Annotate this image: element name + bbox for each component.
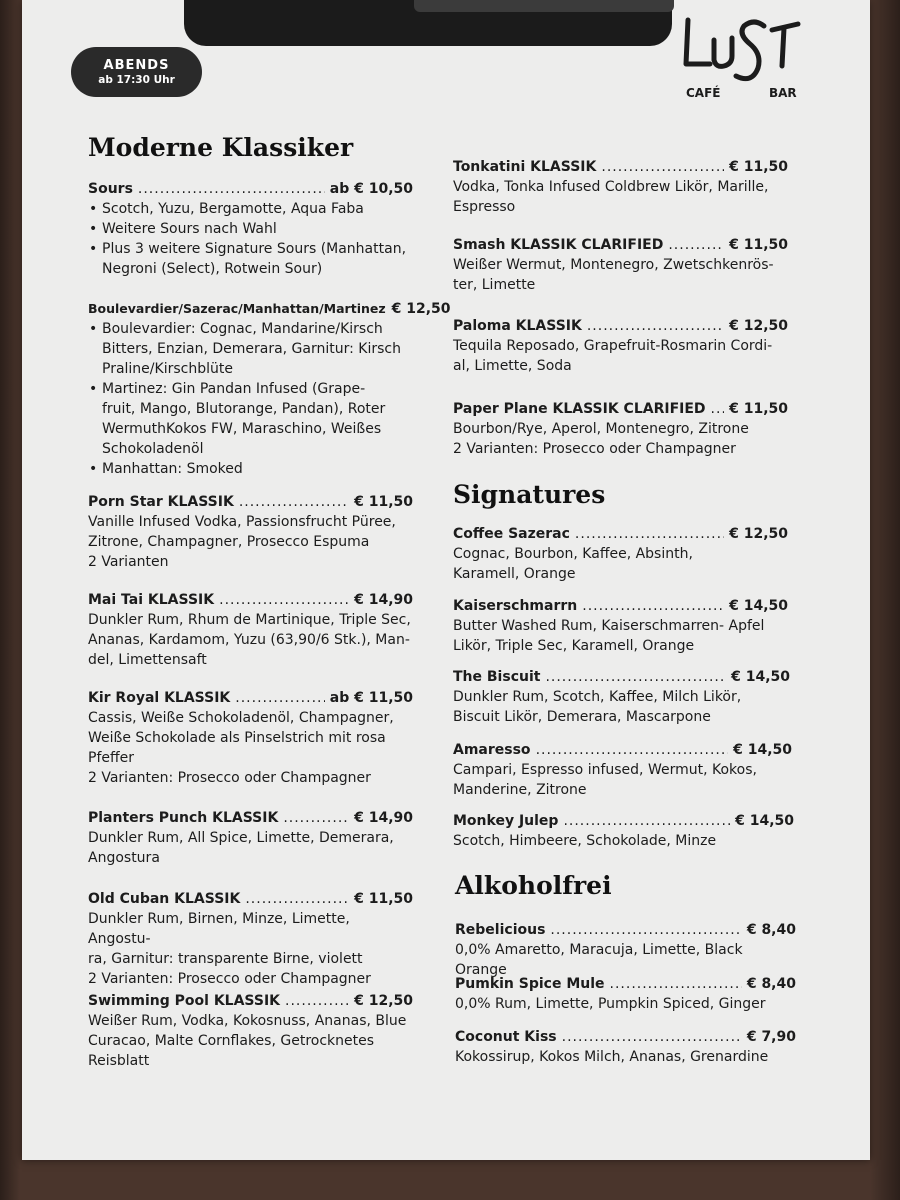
menu-item [88, 299, 451, 479]
item-price: ab € 10,50 [329, 181, 413, 197]
menu-item [88, 889, 413, 989]
item-name: Boulevardier/Sazerac/Manhattan/Martinez [88, 301, 386, 316]
menu-item [453, 399, 788, 459]
item-description: Bourbon/Rye, Aperol, Montenegro, Zitrone [453, 421, 749, 437]
item-name: Paper Plane KLASSIK CLARIFIED [453, 401, 706, 417]
item-price: € 8,40 [746, 922, 796, 938]
item-description: Weißer Wermut, Montenegro, Zwetschkenrös- [453, 257, 774, 273]
item-description: 2 Varianten: Prosecco oder Champagner [453, 441, 736, 457]
lust-wordmark-logo [676, 12, 806, 87]
menu-item [88, 492, 413, 572]
item-name: Mai Tai KLASSIK [88, 592, 215, 608]
item-description: Espresso [453, 199, 516, 215]
item-description: Manderine, Zitrone [453, 782, 587, 798]
item-name: Porn Star KLASSIK [88, 494, 234, 510]
clip-hinge [414, 0, 674, 12]
item-description: Campari, Espresso infused, Wermut, Kokos, [453, 762, 757, 778]
item-description: Angostura [88, 850, 160, 866]
item-description: Biscuit Likör, Demerara, Mascarpone [453, 709, 711, 725]
item-name: Rebelicious [455, 922, 546, 938]
item-price: € 12,50 [729, 318, 788, 334]
item-description: Weiße Schokolade als Pinselstrich mit rosa [88, 730, 386, 746]
item-name: Monkey Julep [453, 813, 559, 829]
item-description: Karamell, Orange [453, 566, 576, 582]
menu-item [88, 179, 413, 279]
item-name: Planters Punch KLASSIK [88, 810, 279, 826]
item-description: Vodka, Tonka Infused Coldbrew Likör, Marille, [453, 179, 769, 195]
brand-logo [676, 12, 806, 107]
item-name: Coconut Kiss [455, 1029, 557, 1045]
item-description: Weißer Rum, Vodka, Kokosnuss, Ananas, Blue [88, 1013, 407, 1029]
item-price: € 14,50 [731, 669, 790, 685]
menu-item [455, 974, 796, 1014]
item-description: 0,0% Amaretto, Maracuja, Limette, Black Orange [455, 942, 743, 978]
item-detail: Bitters, Enzian, Demerara, Garnitur: Kirsch [102, 341, 401, 357]
menu-item [455, 920, 796, 980]
item-name: Swimming Pool KLASSIK [88, 993, 281, 1009]
item-detail: • Weitere Sours nach Wahl [102, 219, 413, 239]
menu-item [453, 524, 788, 584]
item-name: Smash KLASSIK CLARIFIED [453, 237, 664, 253]
item-name: Kaiserschmarrn [453, 598, 578, 614]
logo-bar-label: BAR [769, 86, 797, 100]
menu-item [453, 740, 792, 800]
item-price: € 14,50 [729, 598, 788, 614]
item-detail: Negroni (Select), Rotwein Sour) [102, 261, 323, 277]
item-description: ra, Garnitur: transparente Birne, violett [88, 951, 363, 967]
item-description: Kokossirup, Kokos Milch, Ananas, Grenardine [455, 1049, 769, 1065]
item-price: € 11,50 [354, 494, 413, 510]
menu-item [453, 811, 794, 851]
item-detail: • Boulevardier: Cognac, Mandarine/Kirsch [102, 319, 413, 339]
menu-item [453, 157, 788, 217]
item-price: € 7,90 [746, 1029, 796, 1045]
item-price: € 12,50 [391, 301, 451, 317]
item-price: € 14,50 [735, 813, 794, 829]
item-price: € 12,50 [354, 993, 413, 1009]
item-description: Scotch, Himbeere, Schokolade, Minze [453, 833, 717, 849]
item-price: € 14,50 [733, 742, 792, 758]
item-name: Amaresso [453, 742, 531, 758]
logo-cafe-label: CAFÉ [686, 86, 721, 100]
item-description: Curacao, Malte Cornflakes, Getrocknetes [88, 1033, 375, 1049]
item-description: al, Limette, Soda [453, 358, 572, 374]
item-name: Kir Royal KLASSIK [88, 690, 231, 706]
item-name: Paloma KLASSIK [453, 318, 582, 334]
menu-item [453, 235, 788, 295]
item-name: Pumkin Spice Mule [455, 976, 605, 992]
item-description: Zitrone, Champagner, Prosecco Espuma [88, 534, 370, 550]
section-title-alkoholfrei: Alkoholfrei [455, 871, 612, 900]
item-detail: • Plus 3 weitere Signature Sours (Manhattan, [102, 239, 413, 259]
item-description: Reisblatt [88, 1053, 150, 1069]
menu-item [455, 1027, 796, 1067]
badge-title: ABENDS [103, 58, 170, 73]
badge-time: ab 17:30 Uhr [98, 74, 175, 86]
item-name: Coffee Sazerac [453, 526, 570, 542]
menu-item [88, 590, 413, 670]
item-description: Tequila Reposado, Grapefruit-Rosmarin Cordi- [453, 338, 773, 354]
item-description: Pfeffer [88, 750, 134, 766]
item-description: Cognac, Bourbon, Kaffee, Absinth, [453, 546, 693, 562]
item-detail: Praline/Kirschblüte [102, 361, 233, 377]
item-detail: WermuthKokos FW, Maraschino, Weißes [102, 421, 382, 437]
item-description: Dunkler Rum, Birnen, Minze, Limette, Angostu- [88, 911, 350, 947]
item-description: 2 Varianten: Prosecco oder Champagner [88, 770, 371, 786]
item-detail: Schokoladenöl [102, 441, 204, 457]
section-title-signatures: Signatures [453, 480, 606, 509]
item-price: € 12,50 [729, 526, 788, 542]
menu-item [453, 667, 790, 727]
section-title-moderne-klassiker: Moderne Klassiker [88, 133, 354, 162]
item-price: € 11,50 [729, 401, 788, 417]
item-description: del, Limettensaft [88, 652, 207, 668]
item-price: € 11,50 [354, 891, 413, 907]
item-price: € 14,90 [354, 592, 413, 608]
item-price: € 8,40 [746, 976, 796, 992]
clipboard-clip [184, 0, 672, 46]
item-description: Dunkler Rum, Scotch, Kaffee, Milch Likör, [453, 689, 742, 705]
item-detail: • Scotch, Yuzu, Bergamotte, Aqua Faba [102, 199, 413, 219]
item-description: 2 Varianten: Prosecco oder Champagner [88, 971, 371, 987]
item-price: ab € 11,50 [329, 690, 413, 706]
item-price: € 11,50 [729, 159, 788, 175]
item-description: Cassis, Weiße Schokoladenöl, Champagner, [88, 710, 394, 726]
menu-item [453, 316, 788, 376]
item-description: ter, Limette [453, 277, 536, 293]
item-detail: • Martinez: Gin Pandan Infused (Grape- [102, 379, 413, 399]
item-name: The Biscuit [453, 669, 541, 685]
item-description: 0,0% Rum, Limette, Pumpkin Spiced, Ginger [455, 996, 766, 1012]
item-description: Dunkler Rum, Rhum de Martinique, Triple Sec, [88, 612, 411, 628]
item-description: Butter Washed Rum, Kaiserschmarren- Apfel [453, 618, 765, 634]
menu-item [88, 688, 413, 788]
item-name: Old Cuban KLASSIK [88, 891, 241, 907]
menu-item [453, 596, 788, 656]
evening-badge [71, 47, 202, 97]
item-description: Likör, Triple Sec, Karamell, Orange [453, 638, 695, 654]
item-description: Dunkler Rum, All Spice, Limette, Demerara, [88, 830, 394, 846]
item-price: € 11,50 [729, 237, 788, 253]
item-name: Tonkatini KLASSIK [453, 159, 597, 175]
item-description: Vanille Infused Vodka, Passionsfrucht Püree, [88, 514, 396, 530]
item-description: 2 Varianten [88, 554, 169, 570]
item-detail: • Manhattan: Smoked [102, 459, 413, 479]
menu-item [88, 991, 413, 1071]
item-name: Sours [88, 181, 133, 197]
item-price: € 14,90 [354, 810, 413, 826]
item-description: Ananas, Kardamom, Yuzu (63,90/6 Stk.), Man- [88, 632, 410, 648]
menu-item [88, 808, 413, 868]
item-detail: fruit, Mango, Blutorange, Pandan), Roter [102, 401, 386, 417]
